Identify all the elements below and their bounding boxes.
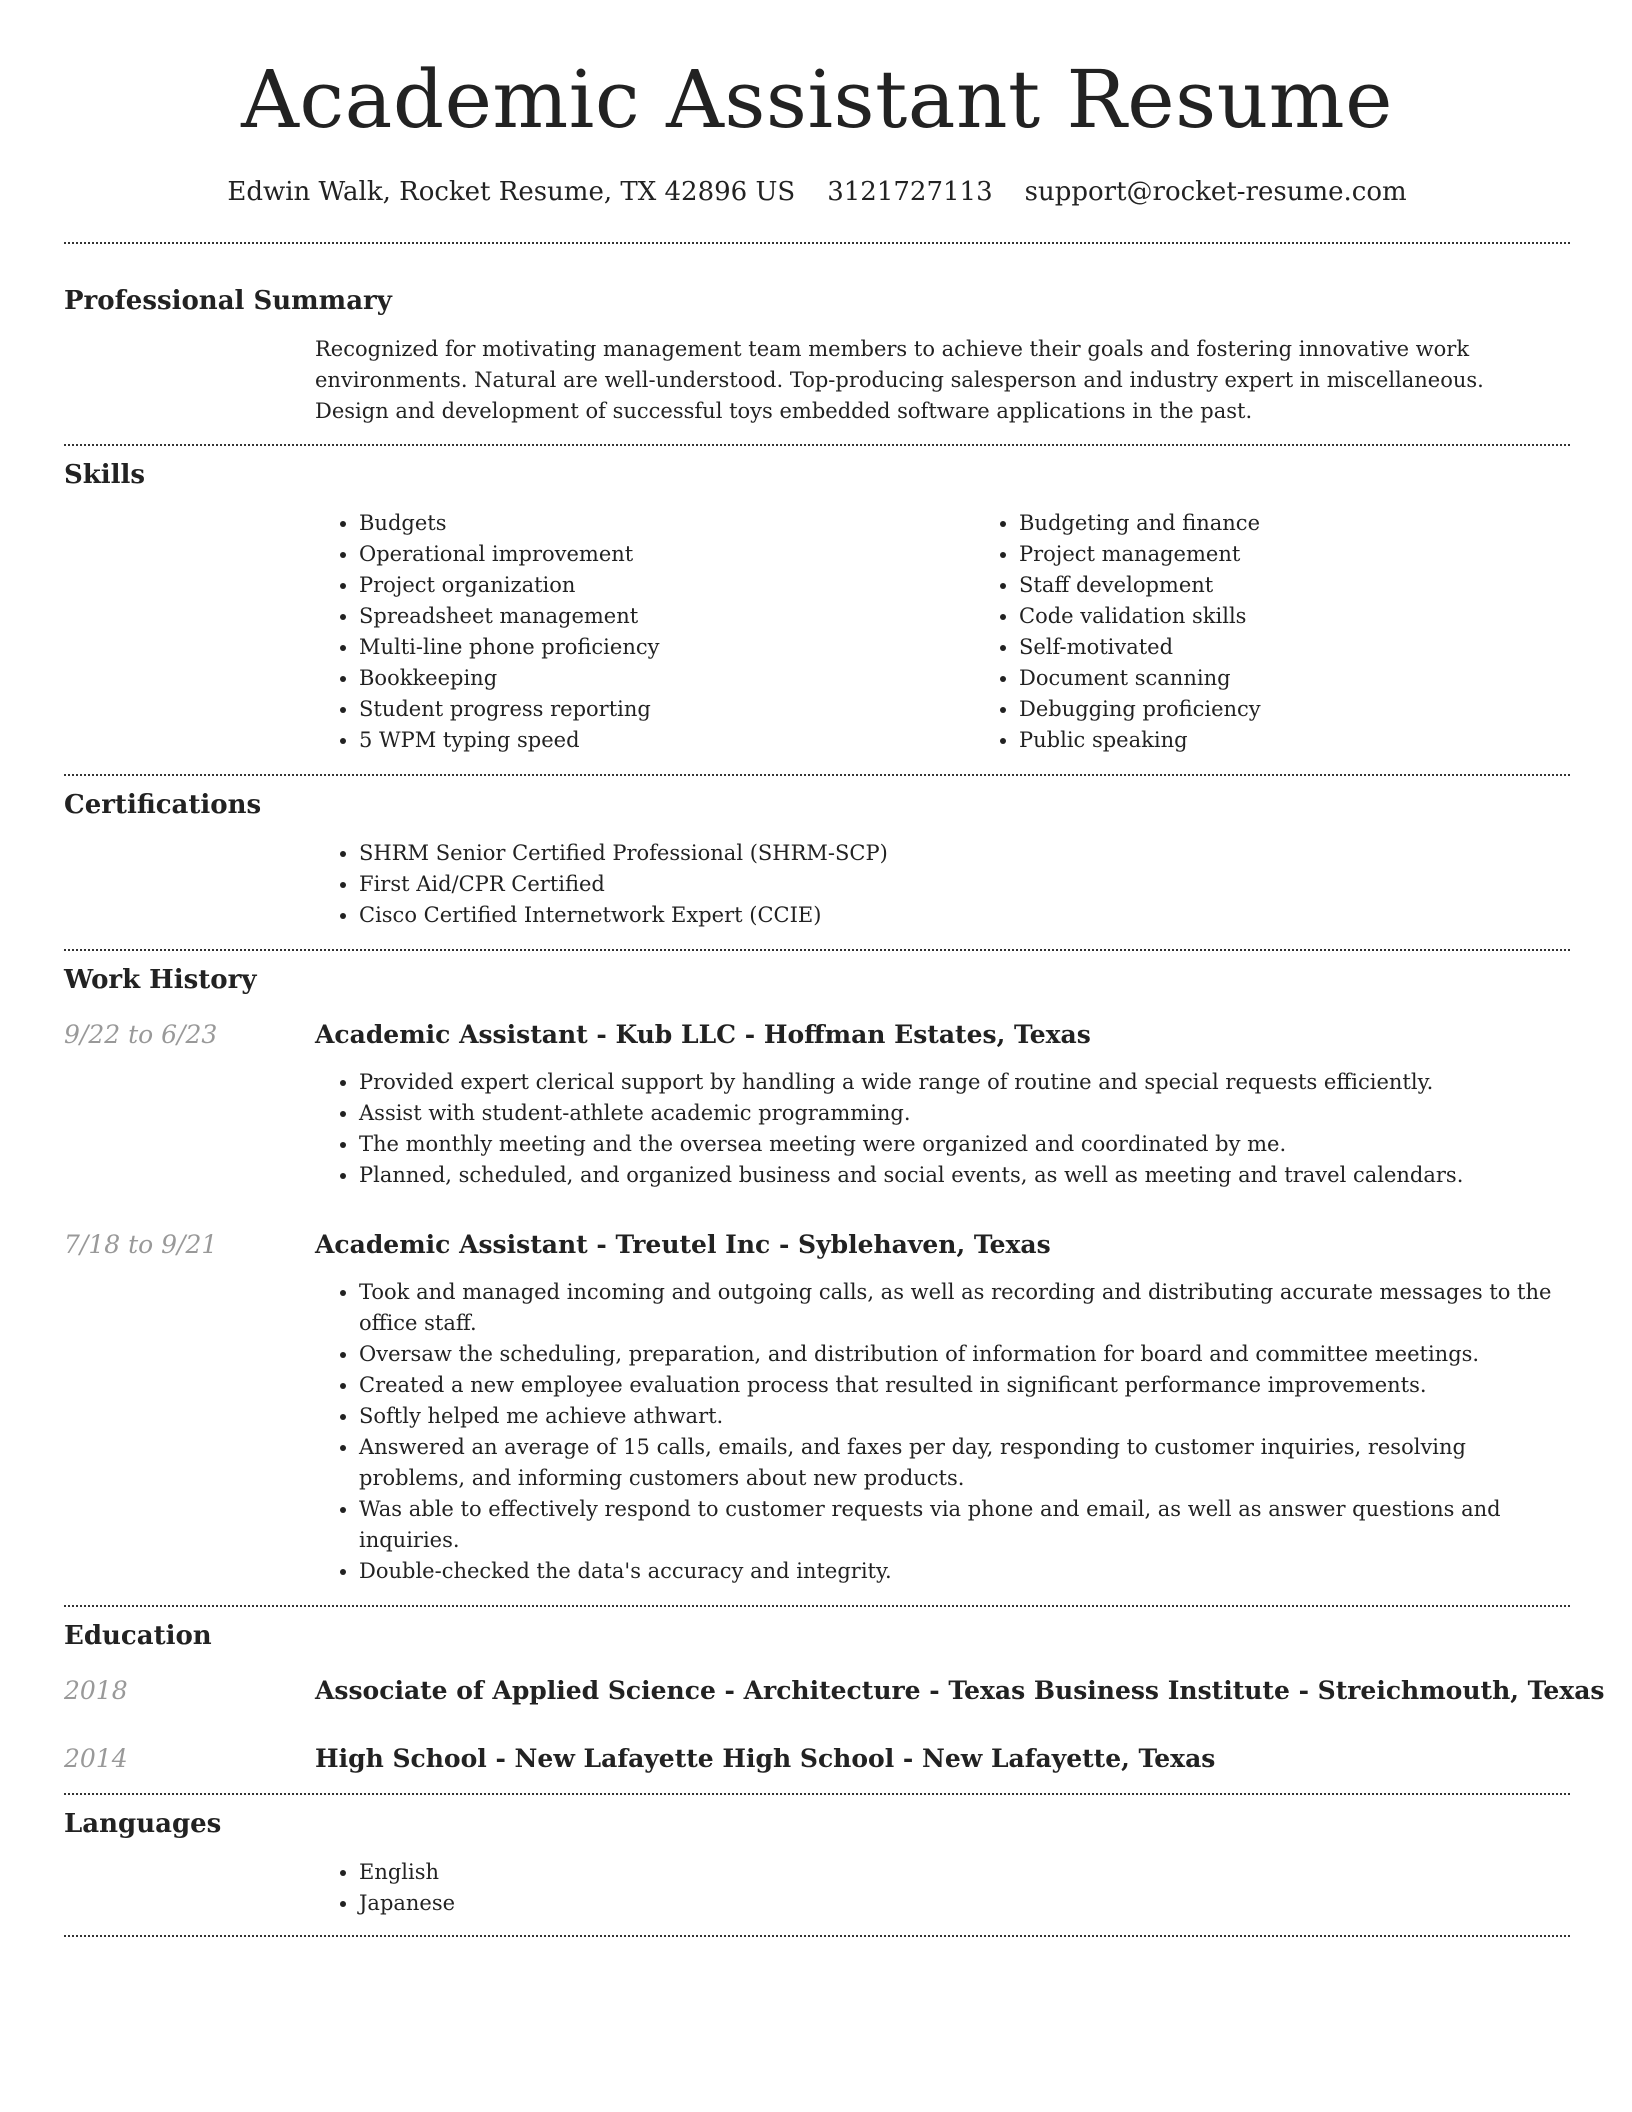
section-heading-work-history: Work History (64, 965, 257, 995)
skill-item: • Project organization (359, 570, 975, 601)
divider (64, 1793, 1570, 1795)
job-entry (64, 1019, 1570, 1191)
skill-item: • Public speaking (1019, 725, 1632, 756)
skill-item: • Multi-line phone proficiency (359, 632, 975, 663)
summary-text: Recognized for motivating management team members to achieve their goals and fostering innovative work environments. Natural are well-understood. Top-producing salesperson and industry expert in miscellaneous. Design and development of successful toys embedded software applications in the past. (315, 337, 1484, 423)
education-year: 2014 (64, 1744, 128, 1773)
job-bullet: • Double-checked the data's accuracy and integrity. (359, 1556, 1570, 1587)
skills-list-right (975, 508, 1632, 756)
job-bullet: • Was able to effectively respond to customer requests via phone and email, as well as answer questions and inquiries. (359, 1494, 1570, 1556)
languages-section (64, 1807, 1570, 1919)
divider (64, 949, 1570, 951)
resume-title: Academic Assistant Resume (241, 53, 1393, 146)
language-item: • English (359, 1857, 1570, 1888)
section-heading-languages: Languages (64, 1809, 222, 1839)
job-entry (64, 1229, 1570, 1587)
job-title: Academic Assistant - Treutel Inc - Syblehaven, Texas (315, 1230, 1051, 1259)
job-title: Academic Assistant - Kub LLC - Hoffman Estates, Texas (315, 1020, 1091, 1049)
certification-item: • Cisco Certified Internetwork Expert (CCIE) (359, 900, 1570, 931)
contact-line (64, 174, 1570, 210)
job-bullet: • Softly helped me achieve athwart. (359, 1401, 1570, 1432)
education-entry (64, 1743, 1570, 1775)
job-bullet: • The monthly meeting and the oversea meeting were organized and coordinated by me. (359, 1129, 1570, 1160)
job-bullet: • Took and managed incoming and outgoing calls, as well as recording and distributing accurate messages to the office staff. (359, 1277, 1570, 1339)
education-title: Associate of Applied Science - Architecture - Texas Business Institute - Streichmouth, Texas (315, 1676, 1605, 1705)
education-entry (64, 1675, 1605, 1707)
certifications-list (315, 838, 1570, 931)
section-heading-education: Education (64, 1621, 212, 1651)
job-bullet: • Created a new employee evaluation process that resulted in significant performance improvements. (359, 1370, 1570, 1401)
section-heading-summary: Professional Summary (64, 286, 392, 316)
section-heading-skills: Skills (64, 460, 146, 490)
skills-list-left (315, 508, 975, 756)
job-dates: 9/22 to 6/23 (64, 1020, 218, 1049)
divider (64, 242, 1570, 244)
skill-item: • 5 WPM typing speed (359, 725, 975, 756)
contact-address: Edwin Walk, Rocket Resume, TX 42896 US (227, 177, 796, 207)
summary-section (64, 284, 1570, 427)
skill-item: • Document scanning (1019, 663, 1632, 694)
job-dates: 7/18 to 9/21 (64, 1230, 218, 1259)
job-bullet: • Oversaw the scheduling, preparation, and distribution of information for board and committee meetings. (359, 1339, 1570, 1370)
resume-page (64, 0, 1605, 1937)
education-year: 2018 (64, 1676, 128, 1705)
divider (64, 1935, 1570, 1937)
education-title: High School - New Lafayette High School - New Lafayette, Texas (315, 1744, 1216, 1773)
job-bullet: • Answered an average of 15 calls, emails, and faxes per day, responding to customer inquiries, resolving problems, and informing customers about new products. (359, 1432, 1570, 1494)
work-history-section (64, 963, 1570, 1587)
skills-section (64, 458, 1570, 756)
job-bullets (315, 1067, 1570, 1191)
certifications-section (64, 788, 1570, 931)
skill-item: • Student progress reporting (359, 694, 975, 725)
certification-item: • SHRM Senior Certified Professional (SHRM-SCP) (359, 838, 1570, 869)
job-bullets (315, 1277, 1570, 1587)
divider (64, 774, 1570, 776)
skill-item: • Budgeting and finance (1019, 508, 1632, 539)
contact-phone: 3121727113 (827, 177, 993, 207)
languages-list (315, 1857, 1570, 1919)
education-section (64, 1619, 1605, 1775)
skill-item: • Project management (1019, 539, 1632, 570)
skill-item: • Operational improvement (359, 539, 975, 570)
certification-item: • First Aid/CPR Certified (359, 869, 1570, 900)
section-heading-certifications: Certifications (64, 790, 262, 820)
skill-item: • Code validation skills (1019, 601, 1632, 632)
skill-item: • Bookkeeping (359, 663, 975, 694)
skill-item: • Budgets (359, 508, 975, 539)
divider (64, 444, 1570, 446)
job-bullet: • Planned, scheduled, and organized business and social events, as well as meeting and travel calendars. (359, 1160, 1570, 1191)
job-bullet: • Provided expert clerical support by handling a wide range of routine and special requests efficiently. (359, 1067, 1570, 1098)
divider (64, 1605, 1570, 1607)
job-bullet: • Assist with student-athlete academic programming. (359, 1098, 1570, 1129)
skill-item: • Self-motivated (1019, 632, 1632, 663)
language-item: • Japanese (359, 1888, 1570, 1919)
skill-item: • Debugging proficiency (1019, 694, 1632, 725)
skill-item: • Spreadsheet management (359, 601, 975, 632)
contact-email: support@rocket-resume.com (1024, 177, 1407, 207)
skill-item: • Staff development (1019, 570, 1632, 601)
